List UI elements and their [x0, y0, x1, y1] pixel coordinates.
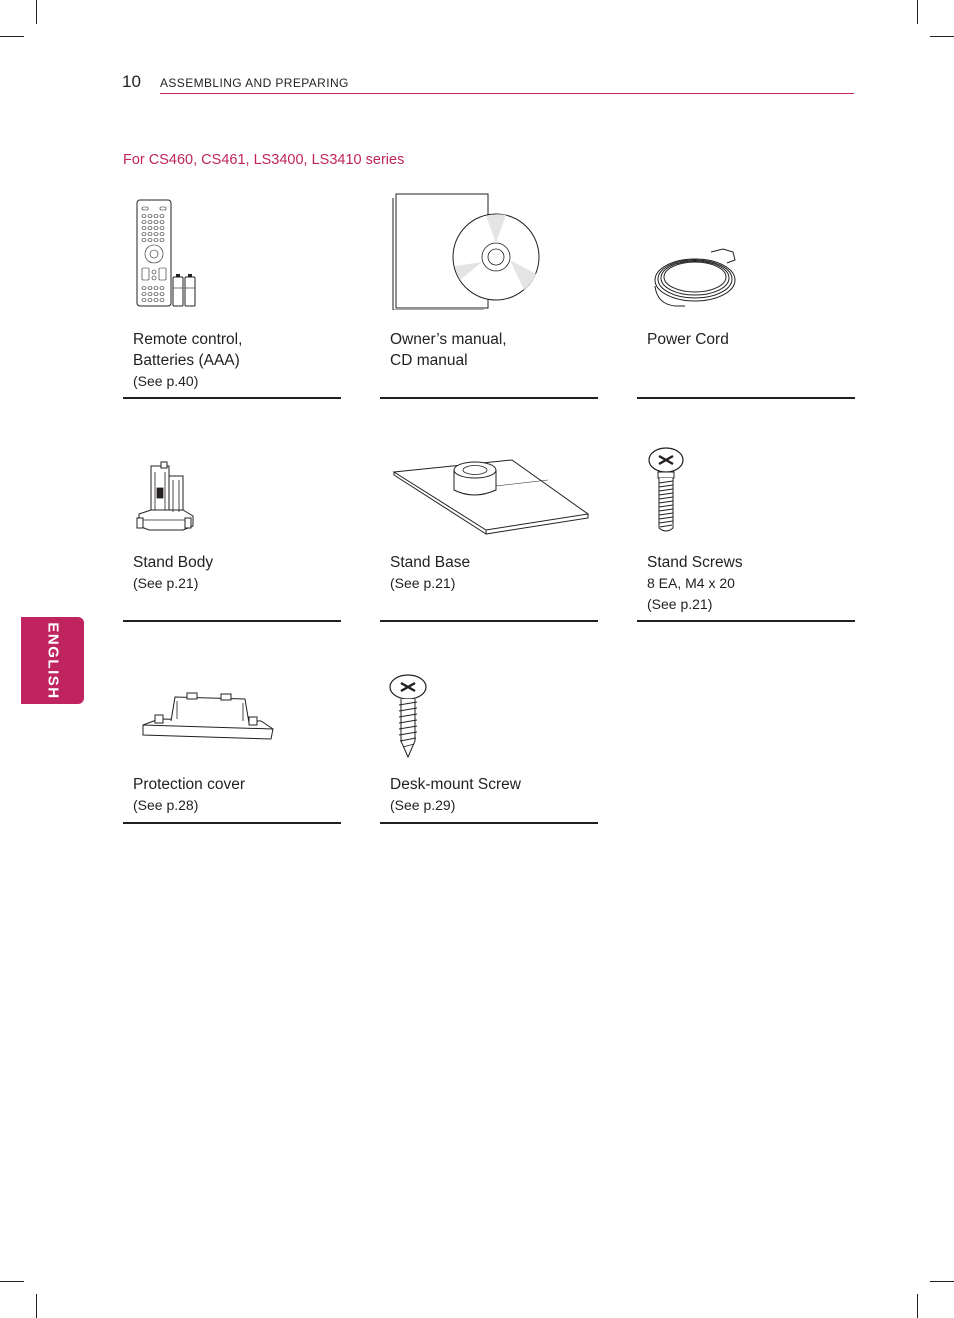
item-rule	[380, 822, 598, 824]
item-label: Stand Base	[390, 554, 471, 571]
power-cord-icon	[651, 246, 747, 310]
crop-mark	[0, 1281, 24, 1282]
crop-mark	[0, 36, 24, 37]
item-rule	[637, 620, 855, 622]
cd-manual-icon	[390, 192, 540, 310]
item-note: (See p.28)	[133, 797, 199, 813]
series-subtitle: For CS460, CS461, LS3400, LS3410 series	[123, 152, 405, 168]
item-label: Owner’s manual,	[390, 331, 507, 348]
item-remote-control	[123, 190, 341, 400]
crop-mark	[36, 1294, 37, 1318]
item-stand-screws	[637, 412, 855, 622]
crop-mark	[36, 0, 37, 24]
language-tab	[21, 617, 84, 704]
item-rule	[123, 397, 341, 399]
item-stand-body	[123, 412, 341, 622]
item-note: (See p.21)	[133, 575, 199, 591]
crop-mark	[930, 36, 954, 37]
item-stand-base	[380, 412, 598, 622]
language-tab-label: ENGLISH	[44, 621, 61, 700]
remote-control-icon	[135, 198, 225, 310]
item-label: Protection cover	[133, 776, 245, 793]
item-label: Stand Screws	[647, 554, 743, 571]
item-desk-mount-screw	[380, 615, 598, 825]
item-protection-cover	[123, 615, 341, 825]
protection-cover-icon	[141, 691, 277, 743]
item-label: Batteries (AAA)	[133, 352, 240, 369]
item-label: Desk-mount Screw	[390, 776, 521, 793]
crop-mark	[917, 1294, 918, 1318]
item-note: 8 EA, M4 x 20	[647, 575, 735, 591]
crop-mark	[930, 1281, 954, 1282]
crop-mark	[917, 0, 918, 24]
stand-screw-icon	[647, 446, 687, 534]
item-rule	[123, 822, 341, 824]
stand-body-icon	[135, 460, 197, 534]
item-note: (See p.21)	[390, 575, 456, 591]
header-rule	[160, 93, 854, 94]
item-rule	[637, 397, 855, 399]
item-note: (See p.21)	[647, 596, 713, 612]
section-title: ASSEMBLING AND PREPARING	[160, 76, 349, 90]
item-note: (See p.29)	[390, 797, 456, 813]
desk-mount-screw-icon	[388, 673, 432, 759]
item-label: Power Cord	[647, 331, 729, 348]
item-label: Remote control,	[133, 331, 243, 348]
item-note: (See p.40)	[133, 373, 199, 389]
item-label: Stand Body	[133, 554, 214, 571]
item-label: CD manual	[390, 352, 468, 369]
item-rule	[380, 397, 598, 399]
item-owners-manual	[380, 190, 598, 400]
item-power-cord	[637, 190, 855, 400]
stand-base-icon	[392, 456, 592, 536]
page-number: 10	[122, 72, 141, 91]
